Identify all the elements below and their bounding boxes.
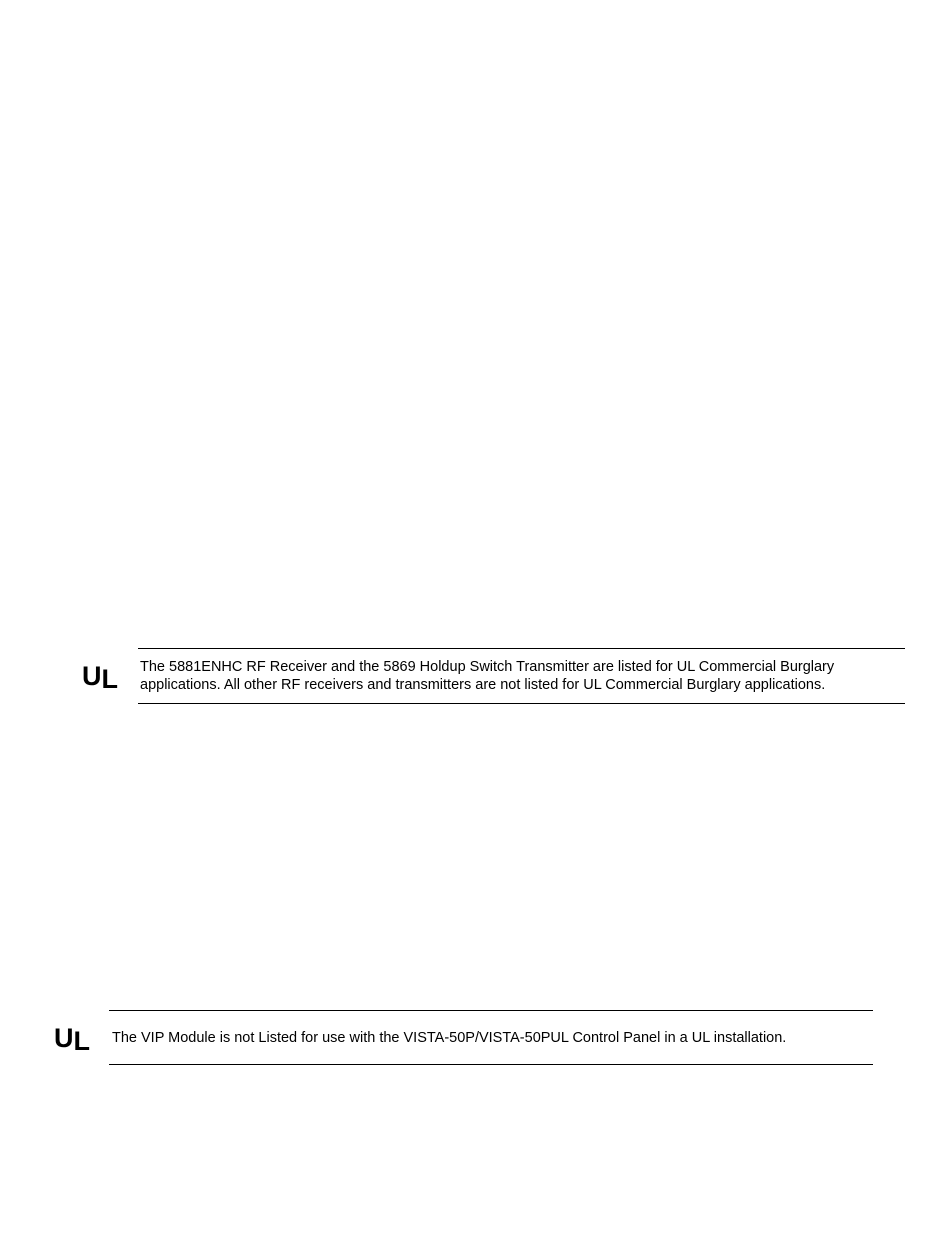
note-text-line-1: The 5881ENHC RF Receiver and the 5869 Holdup Switch Transmitter are listed for UL Commercial Burglary (140, 659, 835, 675)
ul-listing-mark (82, 661, 118, 694)
bottom-rule (138, 703, 905, 704)
ul-mark-text: UL (54, 1023, 90, 1056)
note-text-line-1: The VIP Module is not Listed for use with the VISTA-50P/VISTA-50PUL Control Panel in a UL installation. (112, 1030, 787, 1046)
top-rule (138, 648, 905, 649)
note-text-line-2: applications. All other RF receivers and transmitters are not listed for UL Commercial Burglary applications. (140, 677, 826, 693)
ul-mark-text: UL (82, 661, 118, 694)
ul-listing-mark (54, 1023, 90, 1056)
bottom-rule (109, 1064, 873, 1065)
top-rule (109, 1010, 873, 1011)
